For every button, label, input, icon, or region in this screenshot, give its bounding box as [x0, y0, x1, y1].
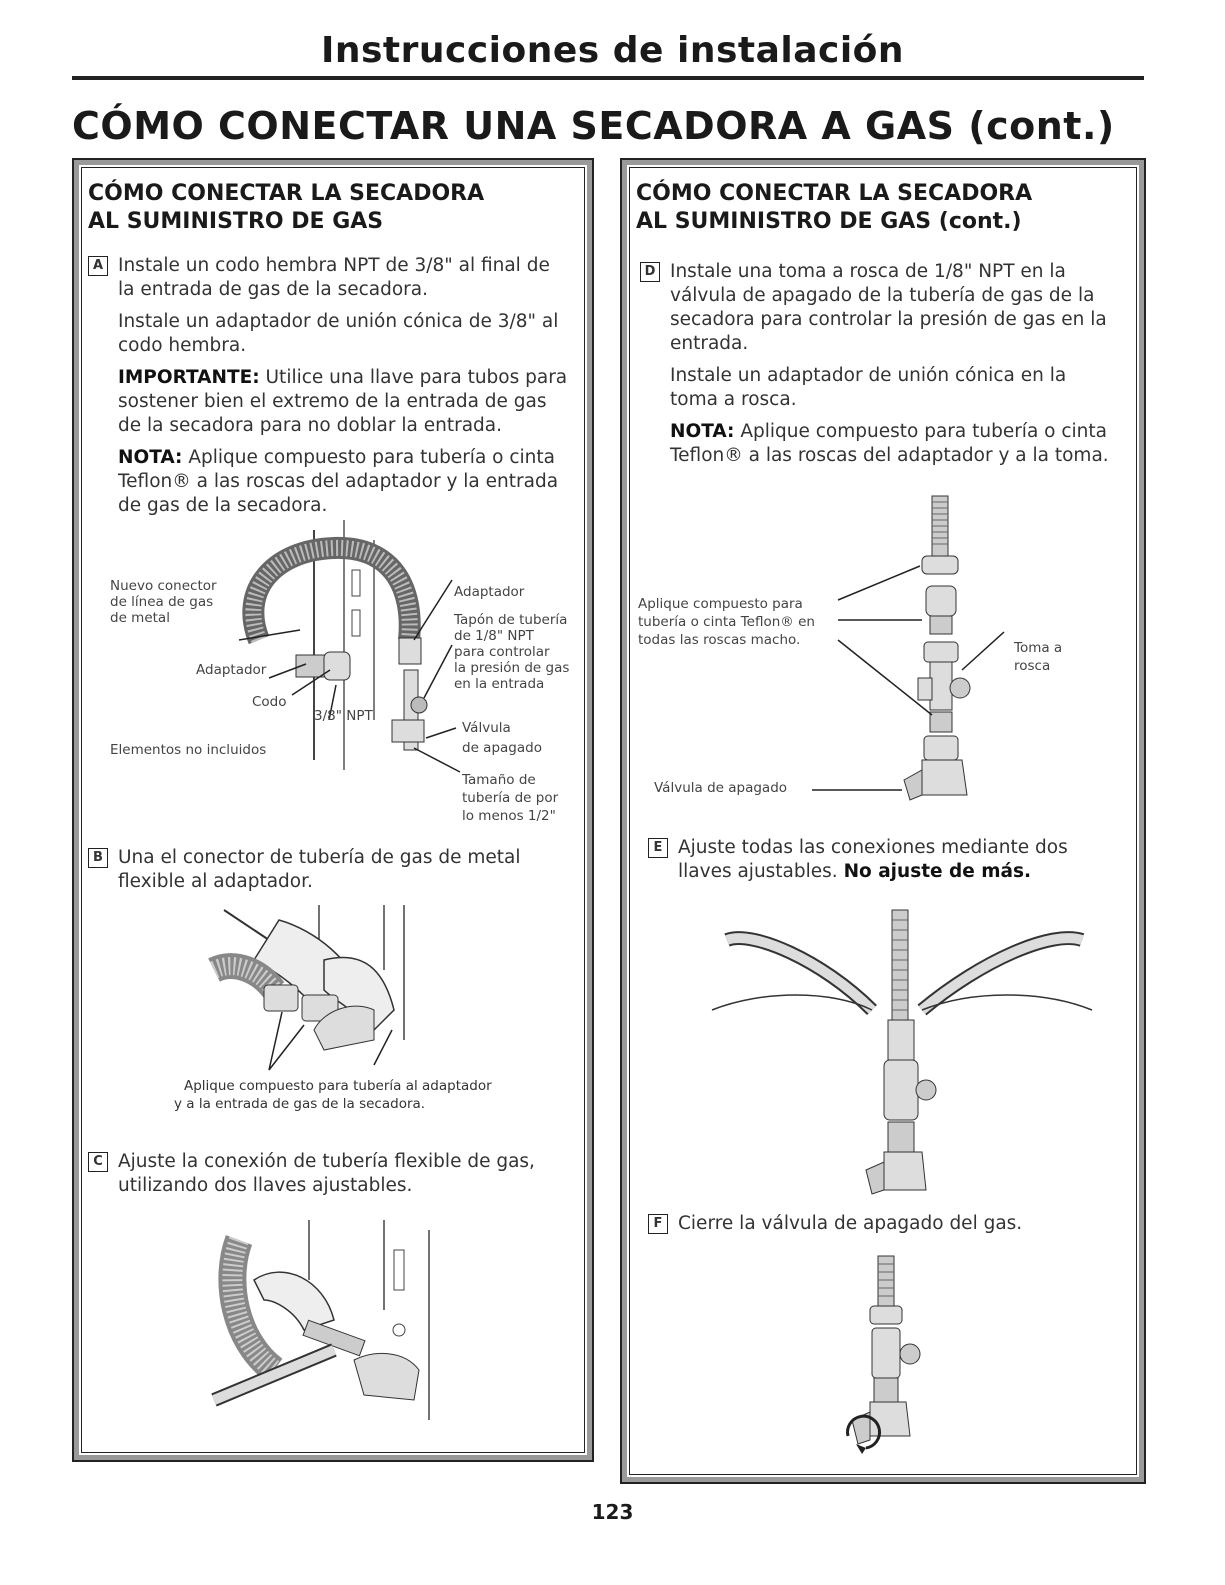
label-tap-2: rosca — [1014, 658, 1051, 674]
label-npt: 3/8" NPT — [314, 708, 373, 724]
right-panel-heading-2: AL SUMINISTRO DE GAS (cont.) — [636, 209, 1022, 234]
label-new-connector-1: Nuevo conector — [110, 578, 217, 594]
step-f-text: Cierre la válvula de apagado del gas. — [678, 1213, 1023, 1234]
close-valve-illustration — [622, 1250, 1144, 1460]
section-title: CÓMO CONECTAR UNA SECADORA A GAS (cont.) — [72, 104, 1115, 148]
label-plug-4: la presión de gas — [454, 660, 570, 676]
diagram2-caption-1: Aplique compuesto para tubería al adaptador — [184, 1078, 492, 1094]
right-panel — [620, 158, 1146, 1484]
step-a-badge: A — [88, 256, 108, 276]
step-b-badge: B — [88, 848, 108, 868]
label-not-included: Elementos no incluidos — [110, 742, 267, 758]
label-size-3: lo menos 1/2" — [462, 808, 556, 824]
step-a-text-2: Instale un adaptador de unión cónica de 3/8" al codo hembra. — [118, 311, 559, 356]
step-e-badge: E — [648, 838, 668, 858]
page-header-title: Instrucciones de instalación — [320, 30, 905, 71]
left-panel-heading-2: AL SUMINISTRO DE GAS — [88, 209, 384, 234]
step-c-text: Ajuste la conexión de tubería flexible de gas, utilizando dos llaves ajustables. — [118, 1151, 535, 1196]
step-a-text-1: Instale un codo hembra NPT de 3/8" al final de la entrada de gas de la secadora. — [118, 255, 550, 300]
label-size-1: Tamaño de — [462, 772, 536, 788]
label-size-2: tubería de por — [462, 790, 559, 806]
left-panel — [72, 158, 594, 1462]
step-c-badge: C — [88, 1152, 108, 1172]
step-f-badge: F — [648, 1214, 668, 1234]
label-new-connector-2: de línea de gas — [110, 594, 214, 610]
label-plug-3: para controlar — [454, 644, 550, 660]
wrench-tightening-illustration — [74, 1220, 592, 1440]
header-rule — [72, 76, 1144, 80]
step-e-warning: No ajuste de más. — [843, 861, 1032, 882]
note-label-right: NOTA: — [670, 421, 735, 442]
step-d-text-3: Aplique compuesto para tubería o cinta Teflon® a las roscas del adaptador y a la toma. — [670, 421, 1109, 466]
step-d-text-2: Instale un adaptador de unión cónica en la toma a rosca. — [670, 365, 1067, 410]
label-shutoff-valve: Válvula de apagado — [654, 780, 788, 796]
label-apply-2: tubería o cinta Teflon® en — [638, 614, 815, 630]
threaded-tap-assembly-diagram — [622, 490, 1144, 820]
label-apply-1: Aplique compuesto para — [638, 596, 803, 612]
label-apply-3: todas las roscas macho. — [638, 632, 801, 648]
note-label: NOTA: — [118, 447, 183, 468]
two-wrenches-illustration — [622, 900, 1144, 1200]
label-valve-1: Válvula — [462, 720, 511, 736]
important-label: IMPORTANTE: — [118, 367, 260, 388]
label-tap-1: Toma a — [1014, 640, 1063, 656]
step-d-text-1: Instale una toma a rosca de 1/8" NPT en la válvula de apagado de la tubería de gas de la secadora para controlar la presión de gas en la entrada. — [670, 261, 1107, 354]
label-adapter-left: Adaptador — [196, 662, 267, 678]
label-adapter-right: Adaptador — [454, 584, 525, 600]
label-plug-5: en la entrada — [454, 676, 545, 692]
right-panel-heading-1: CÓMO CONECTAR LA SECADORA — [636, 181, 1033, 206]
page-number: 123 — [591, 1500, 634, 1524]
step-a-text-3: Utilice una llave para tubos para sostener bien el extremo de la entrada de gas de la secadora para no doblar la entrada. — [118, 367, 568, 436]
step-b-text: Una el conector de tubería de gas de metal flexible al adaptador. — [118, 847, 521, 892]
label-valve-2: de apagado — [462, 740, 542, 756]
hands-connecting-hose-illustration — [74, 900, 592, 1090]
label-plug-2: de 1/8" NPT — [454, 628, 534, 644]
step-a-text-4: Aplique compuesto para tubería o cinta Teflon® a las roscas del adaptador y la entrada de gas de la secadora. — [118, 447, 559, 516]
step-e-text: Ajuste todas las conexiones mediante dos llaves ajustables. — [678, 837, 1068, 882]
left-panel-heading-1: CÓMO CONECTAR LA SECADORA — [88, 181, 485, 206]
label-plug-1: Tapón de tubería — [454, 612, 568, 628]
label-new-connector-3: de metal — [110, 610, 170, 626]
label-elbow: Codo — [252, 694, 287, 710]
step-d-badge: D — [640, 262, 660, 282]
diagram2-caption-2: y a la entrada de gas de la secadora. — [174, 1096, 426, 1112]
